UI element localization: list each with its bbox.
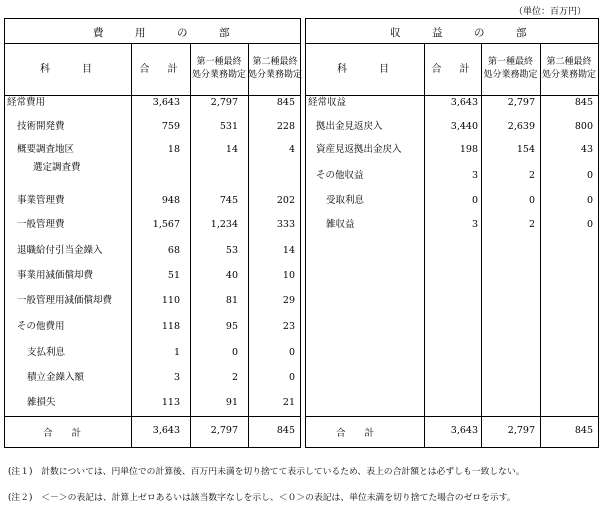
header-total: 合 計 bbox=[431, 63, 474, 75]
table-row: 雑収益 3 2 0 bbox=[326, 219, 593, 230]
revenue-total-row: 合 計 3,643 2,797 845 bbox=[306, 416, 598, 447]
table-row: 一般管理費 1,567 1,234 333 bbox=[17, 219, 295, 230]
title-char: 益 bbox=[432, 27, 443, 39]
revenue-column-headers bbox=[306, 43, 598, 96]
table-row: 退職給付引当金繰入 68 53 14 bbox=[17, 245, 295, 256]
header-second: 第二種最終 処分業務勘定 bbox=[248, 57, 303, 80]
title-char: 用 bbox=[135, 27, 146, 39]
header-item: 科 目 bbox=[40, 63, 96, 75]
table-row: その他収益 3 2 0 bbox=[316, 170, 593, 181]
note-2: (注２) ＜－＞の表記は、計算上ゼロあるいは該当数字なしを示し、＜０＞の表記は、単位未満を切り捨てた場合のゼロを示す。 bbox=[8, 493, 516, 503]
title-char: 費 bbox=[93, 27, 104, 39]
table-row: 経常収益 3,643 2,797 845 bbox=[308, 97, 593, 108]
table-row: 支払利息 1 0 0 bbox=[27, 347, 295, 358]
title-char: 部 bbox=[516, 27, 527, 39]
title-char: 部 bbox=[219, 27, 230, 39]
table-row: 選定調査費 bbox=[33, 162, 81, 173]
table-row: 受取利息 0 0 0 bbox=[326, 195, 593, 206]
expense-column-headers bbox=[5, 43, 303, 96]
table-row: 雑損失 113 91 21 bbox=[27, 397, 295, 408]
header-second: 第二種最終 処分業務勘定 bbox=[541, 57, 596, 80]
table-row: 資産見返拠出金戻入 198 154 43 bbox=[316, 144, 593, 155]
title-char: の bbox=[177, 27, 188, 39]
header-total: 合 計 bbox=[139, 63, 182, 75]
header-first: 第一種最終 処分業務勘定 bbox=[483, 57, 538, 80]
note-1: (注１) 計数については、円単位での計算後、百万円未満を切り捨てて表示しているため、表上の合計額とは必ずしも一致しない。 bbox=[8, 467, 525, 477]
expense-section-title bbox=[5, 19, 300, 44]
unit-label: （単位：百万円） bbox=[513, 7, 586, 17]
header-first: 第一種最終 処分業務勘定 bbox=[191, 57, 246, 80]
table-row: 積立金繰入額 3 2 0 bbox=[27, 372, 295, 383]
title-char: の bbox=[474, 27, 485, 39]
header-item: 科 目 bbox=[337, 63, 393, 75]
table-row: 一般管理用減価償却費 110 81 29 bbox=[17, 295, 295, 306]
table-row: 事業管理費 948 745 202 bbox=[17, 195, 295, 206]
expense-table bbox=[4, 18, 301, 448]
revenue-section-title bbox=[306, 19, 598, 44]
revenue-table bbox=[305, 18, 599, 448]
expense-total-row: 合 計 3,643 2,797 845 bbox=[5, 416, 300, 447]
table-row: 経常費用 3,643 2,797 845 bbox=[7, 97, 295, 108]
table-row: 技術開発費 759 531 228 bbox=[17, 121, 295, 132]
table-row: 事業用減価償却費 51 40 10 bbox=[17, 270, 295, 281]
table-row: 拠出金見返戻入 3,440 2,639 800 bbox=[316, 121, 593, 132]
table-row: 概要調査地区 18 14 4 bbox=[17, 144, 295, 155]
table-row: その他費用 118 95 23 bbox=[17, 321, 295, 332]
title-char: 収 bbox=[390, 27, 401, 39]
